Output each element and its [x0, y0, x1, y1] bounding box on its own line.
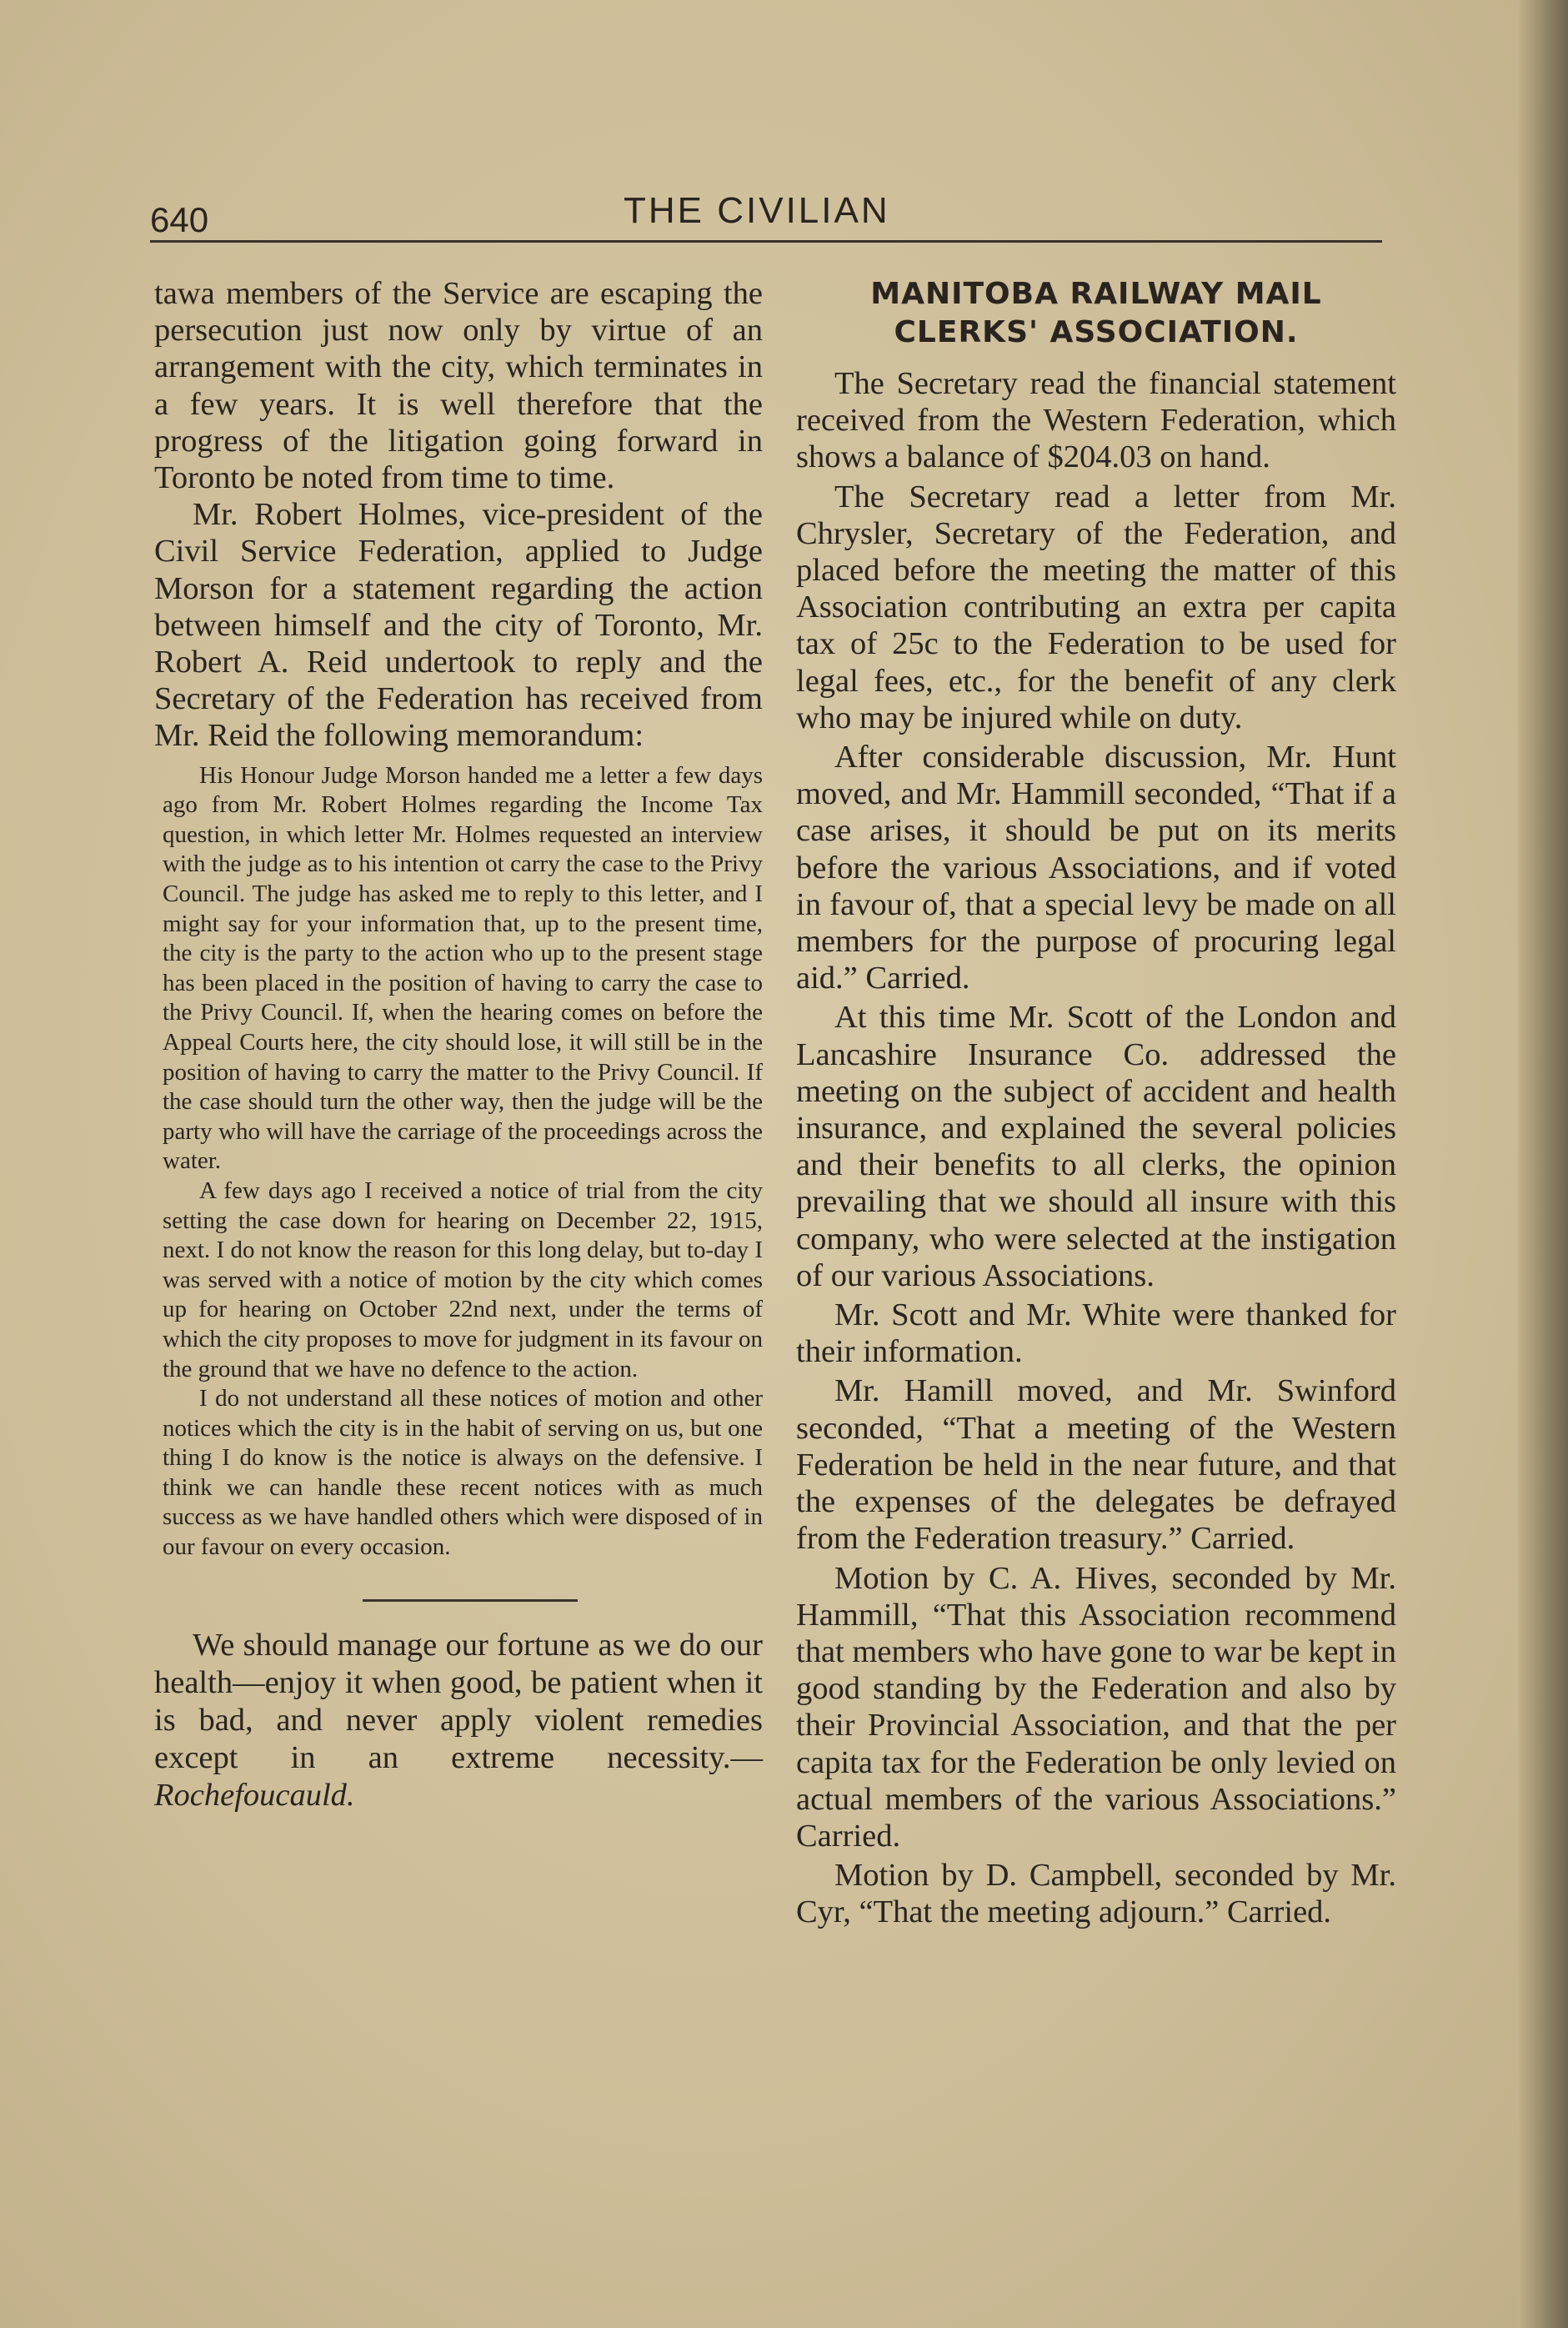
left-column [154, 275, 763, 1814]
heading-line: CLERKS' ASSOCIATION. [894, 315, 1299, 349]
memorandum [163, 761, 763, 1563]
article-paragraph: Motion by D. Campbell, seconded by Mr. Cyr, “That the meeting adjourn.” Carried. [796, 1858, 1396, 1930]
quote-attribution: Rochefoucauld. [154, 1777, 355, 1813]
holmes-paragraph: Mr. Robert Holmes, vice-president of the Civil Service Federation, applied to Judge Morson for a statement regarding the action between himself and the city of Toronto, Mr. Robert A. Reid undertook to reply and the Secretary of the Federation has received from Mr. Reid the following memorandum: [154, 497, 763, 754]
memo-paragraph: I do not understand all these notices of motion and other notices which the city is in the habit of serving on us, but one thing I do know is the notice is always on the defensive. I think we can handle these recent notices with as much success as we have handled others which were disposed of in our favour on every occasion. [163, 1385, 763, 1561]
quote-text: We should manage our fortune as we do our health—enjoy it when good, be patient when it is bad, and never apply violent remedies except in an extreme necessity.— [154, 1627, 763, 1775]
article-paragraph: Mr. Hamill moved, and Mr. Swinford seconded, “That a meeting of the Western Federation be held in the near future, and that the expenses of the delegates be defrayed from the Federation treasury.” Carried. [796, 1373, 1396, 1557]
page-gutter-shadow [1518, 0, 1568, 2328]
article-paragraph: The Secretary read the financial statement received from the Western Federation, which shows a balance of $204.03 on hand. [796, 366, 1396, 475]
continued-paragraph: tawa members of the Service are escaping the persecution just now only by virtue of an arrangement with the city, which terminates in a few years. It is well therefore that the progress of the litigation going forward in Toronto be noted from time to time. [154, 276, 763, 496]
memo-paragraph: His Honour Judge Morson handed me a letter a few days ago from Mr. Robert Holmes regarding the Income Tax question, in which letter Mr. Holmes requested an interview with the judge as to his intention ot carry the case to the Privy Council. The judge has asked me to reply to this letter, and I might say for your information that, up to the present time, the city is the party to the action who up to the present stage has been placed in the position of having to carry the case to the Privy Council. If, when the hearing comes on before the Appeal Courts here, the city should lose, it will still be in the position of having to carry the matter to the Privy Council. If the case should turn the other way, then the judge will be the party who will have the carriage of the proceedings across the water. [163, 761, 763, 1175]
article-paragraph: After considerable discussion, Mr. Hunt moved, and Mr. Hammill seconded, “That if a case arises, it should be put on its merits before the various Associations, and if voted in favour of, that a special levy be made on all members for the purpose of procuring legal aid.” Carried. [796, 740, 1396, 996]
journal-title: THE CIVILIAN [624, 190, 890, 231]
heading-line: MANITOBA RAILWAY MAIL [870, 277, 1322, 311]
closing-quote [154, 1627, 763, 1814]
memo-paragraph: A few days ago I received a notice of trial from the city setting the case down for hearing on December 22, 1915, next. I do not know the reason for this long delay, but to-day I was served with a notice of motion by the city which comes up for hearing on October 22nd next, under the terms of which the city proposes to move for judgment in its favour on the ground that we have no defence to the action. [163, 1177, 763, 1382]
right-column [796, 275, 1396, 1934]
article-paragraph: At this time Mr. Scott of the London and Lancashire Insurance Co. addressed the meeting on the subject of accident and health insurance, and explained the several policies and their benefits to all clerks, the opinion prevailing that we should all insure with this company, who were selected at the instigation of our various Associations. [796, 1000, 1396, 1293]
article-heading [796, 275, 1396, 352]
header-rule [150, 240, 1382, 243]
article-paragraph: The Secretary read a letter from Mr. Chrysler, Secretary of the Federation, and placed before the meeting the matter of this Association contributing an extra per capita tax of 25c to the Federation to be used for legal fees, etc., for the benefit of any clerk who may be injured while on duty. [796, 479, 1396, 735]
article-paragraph: Motion by C. A. Hives, seconded by Mr. Hammill, “That this Association recommend that members who have gone to war be kept in good standing by the Federation and also by their Provincial Association, and that the per capita tax for the Federation be only levied on actual members of the various Associations.” Carried. [796, 1560, 1396, 1854]
section-divider [363, 1599, 578, 1602]
running-header [150, 185, 1382, 239]
article-paragraph: Mr. Scott and Mr. White were thanked for their information. [796, 1297, 1396, 1370]
page-number: 640 [150, 200, 209, 239]
